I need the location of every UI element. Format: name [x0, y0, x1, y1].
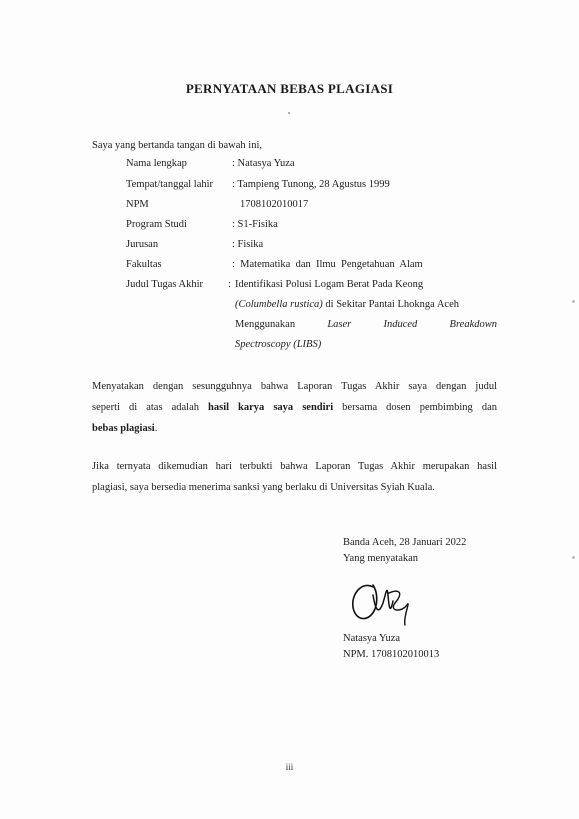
field-value: : Matematika dan Ilmu Pengetahuan Alam [232, 259, 423, 270]
text-run: seperti di atas adalah [92, 402, 209, 413]
field-value: : Fisika [232, 239, 264, 250]
field-label: Program Studi [126, 219, 187, 230]
paragraph-line [92, 418, 497, 439]
scan-speck [572, 300, 575, 303]
signature-header [343, 535, 466, 567]
field-label: Nama lengkap [126, 158, 187, 169]
signer-role: Yang menyatakan [343, 553, 419, 564]
judul-word: Breakdown [449, 319, 497, 330]
place-date: Banda Aceh, 28 Januari 2022 [343, 537, 467, 548]
text-run: bersama dosen pembimbing dan [333, 402, 497, 413]
paragraph-line: Jika ternyata dikemudian hari terbukti bahwa Laporan Tugas Akhir merupakan hasil [92, 461, 497, 472]
paragraph-line [92, 397, 497, 418]
bold-text: bebas plagiasi [92, 423, 155, 434]
field-label: Tempat/tanggal lahir [126, 179, 214, 190]
text-run: . [154, 423, 158, 434]
field-label: Fakultas [126, 259, 162, 270]
judul-line-2 [235, 299, 497, 310]
page-title: PERNYATAAN BEBAS PLAGIASI [185, 81, 394, 96]
field-value: 1708102010017 [240, 199, 309, 210]
sanction-paragraph [92, 456, 497, 498]
judul-line-3 [235, 319, 497, 330]
page-number: iii [285, 762, 294, 772]
signer-info [343, 631, 439, 663]
field-label: NPM [126, 199, 149, 210]
field-value: : Natasya Yuza [232, 158, 295, 169]
species-name: (Columbella rustica) [235, 299, 323, 310]
scan-speck [572, 556, 575, 559]
judul-word: Laser [327, 319, 352, 330]
field-label: Judul Tugas Akhir [126, 279, 204, 290]
judul-line-4-text: Spectroscopy (LIBS) [235, 339, 322, 350]
field-value: : S1-Fisika [232, 219, 278, 230]
judul-word: Menggunakan [235, 319, 296, 330]
field-value: : Tampieng Tunong, 28 Agustus 1999 [232, 179, 390, 190]
judul-line-2-text: di Sekitar Pantai Lhoknga Aceh [322, 299, 459, 310]
signer-name: Natasya Yuza [343, 633, 401, 644]
paragraph-line: plagiasi, saya bersedia menerima sanksi yang berlaku di Universitas Syiah Kuala. [92, 482, 435, 493]
field-colon: : [228, 279, 231, 290]
field-value: Identifikasi Polusi Logam Berat Pada Keong [235, 279, 424, 290]
judul-word: Induced [383, 319, 418, 330]
speck [288, 112, 290, 114]
paragraph-line: Menyatakan dengan sesungguhnya bahwa Laporan Tugas Akhir saya dengan judul [92, 381, 497, 392]
signer-npm: NPM. 1708102010013 [343, 649, 440, 660]
intro-text: Saya yang bertanda tangan di bawah ini, [92, 140, 262, 151]
bold-text: hasil karya saya sendiri [208, 402, 334, 413]
field-label: Jurusan [126, 239, 159, 250]
judul-line-4 [235, 339, 497, 350]
statement-paragraph [92, 376, 497, 439]
handwritten-signature [345, 573, 435, 631]
